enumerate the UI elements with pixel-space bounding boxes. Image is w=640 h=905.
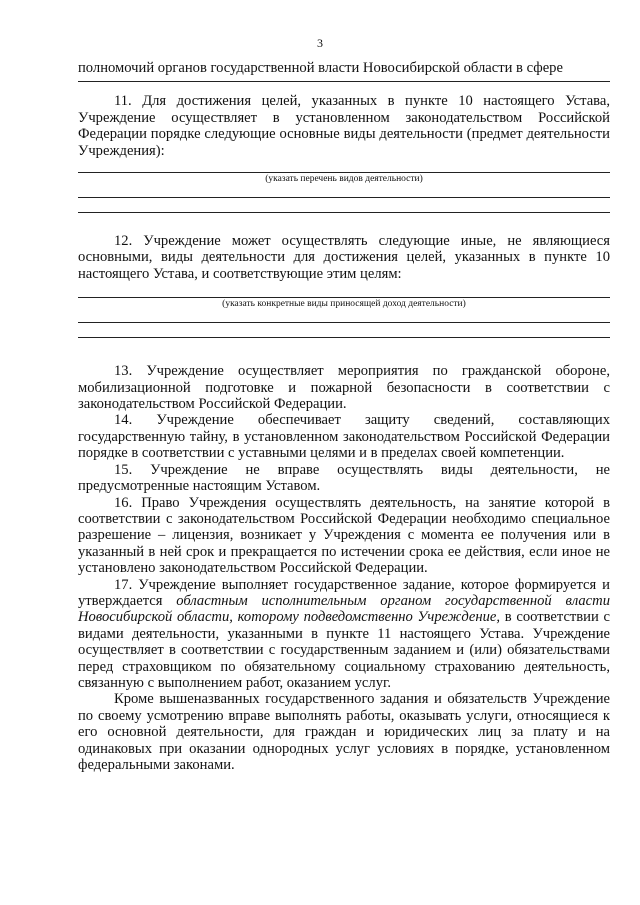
blank-fill-line — [78, 212, 610, 213]
paragraph-15: 15. Учреждение не вправе осуществлять виды деятельности, не предусмотренные настоящим Уставом. — [78, 461, 610, 495]
paragraph-18: Кроме вышеназванных государственного задания и обязательств Учреждение по своему усмотрению вправе выполнять работы, оказывать услуги, относящиеся к его основной деятельности, для граждан и юридических лиц за плату и на одинаковых при оказании однородных услуг условиях в порядке, установленном федеральными законами. — [78, 691, 610, 773]
paragraph-14: 14. Учреждение обеспечивает защиту сведений, составляющих государственную тайну, в установленном законодательством Российской Федерации порядке в соответствии с уставными целями и в пределах своей компетенции. — [78, 412, 610, 462]
blank-fill-line — [78, 197, 610, 198]
blank-fill-line — [78, 337, 610, 338]
blank-fill-line — [78, 322, 610, 323]
paragraph-16: 16. Право Учреждения осуществлять деятельность, на занятие которой в соответствии с законодательством Российской Федерации необходимо специальное разрешение – лицензия, возникает у Учреждения с момента ее получения или в указанный в ней срок и прекращается по истечении срока ее действия, если иное не установлено законодательством Российской Федерации. — [78, 494, 610, 577]
blank-fill-line — [78, 172, 610, 173]
paragraph-intro: полномочий органов государственной власти Новосибирской области в сфере — [78, 60, 563, 76]
paragraph-17-part-2: в соответствии с видами деятельности, указанными в пункте 11 настоящего Устава. Учреждение осуществляет в соответствии с государственным заданием и (или) обязательствами перед страховщиком по обязательному социальному страхованию деятельность, связанную с выполнением работ, оказанием услуг. — [78, 609, 610, 691]
paragraph-17-italic: областным исполнительным органом государственной власти Новосибирской области, которому подведомственно Учреждение, — [78, 592, 610, 626]
blank-fill-line — [78, 81, 610, 82]
paragraph-12: 12. Учреждение может осуществлять следующие иные, не являющиеся основными, виды деятельности для достижения целей, указанных в пункте 10 настоящего Устава, и соответствующие этим целям: — [78, 233, 610, 282]
paragraph-17-part-1: 17. Учреждение выполняет государственное задание, которое формируется и утверждается — [78, 576, 610, 609]
paragraph-13: 13. Учреждение осуществляет мероприятия по гражданской обороне, мобилизационной подготовке и пожарной безопасности в соответствии с законодательством Российской Федерации. — [78, 363, 610, 413]
caption-activity-list: (указать перечень видов деятельности) — [265, 174, 423, 185]
page-number: 3 — [317, 36, 323, 50]
paragraph-17 — [78, 577, 610, 692]
paragraph-11: 11. Для достижения целей, указанных в пункте 10 настоящего Устава, Учреждение осуществляет в установленном законодательством Российской Федерации порядке следующие основные виды деятельности (предмет деятельности Учреждения): — [78, 93, 610, 159]
caption-income-activities: (указать конкретные виды приносящей доход деятельности) — [222, 299, 466, 310]
document-body — [78, 60, 610, 773]
